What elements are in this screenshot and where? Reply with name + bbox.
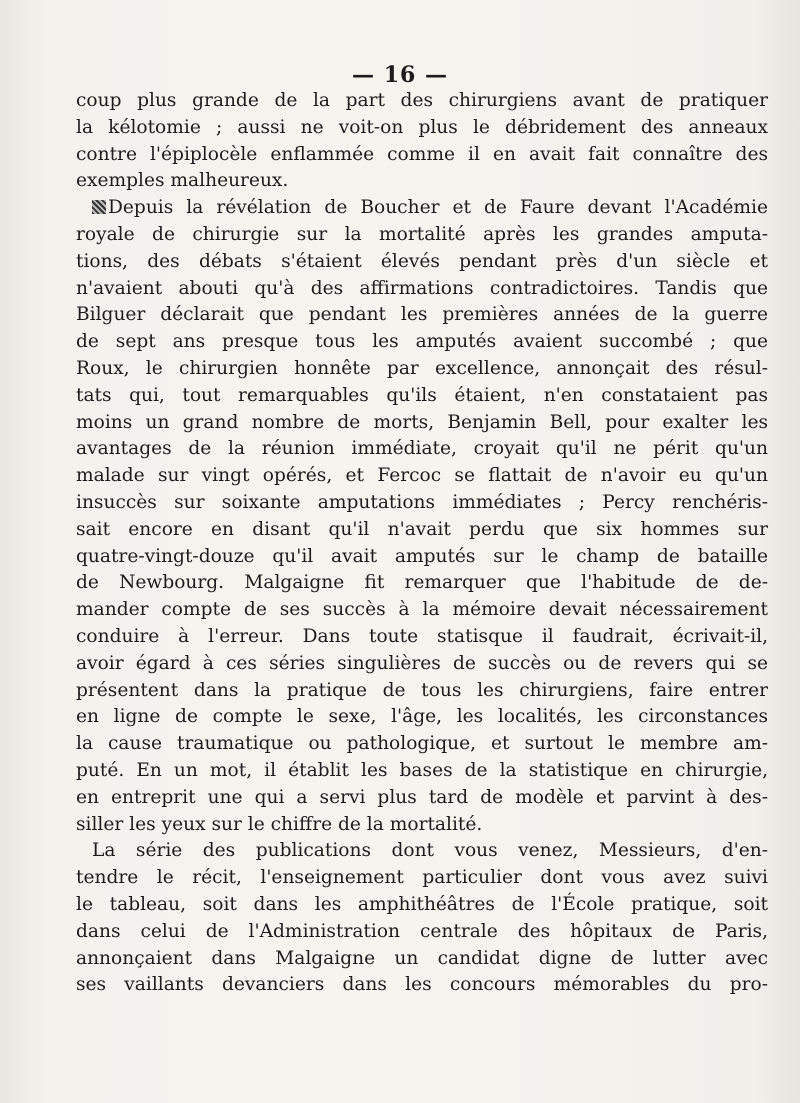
text-line: puté. En un mot, il établit les bases de la statistique en chirurgie, xyxy=(76,759,768,781)
text-line: présentent dans la pratique de tous les chirurgiens, faire entrer xyxy=(76,679,768,701)
text-line: mander compte de ses succès à la mémoire devait nécessairement xyxy=(76,599,768,621)
text-line: moins un grand nombre de morts, Benjamin Bell, pour exalter les xyxy=(76,411,768,433)
paragraph-1 xyxy=(76,88,768,195)
text-line: avantages de la réunion immédiate, croyait qu'il ne périt qu'un xyxy=(76,438,768,460)
text-line: sait encore en disant qu'il n'avait perdu que six hommes sur xyxy=(76,518,768,540)
text-line: la kélotomie ; aussi ne voit-on plus le débridement des anneaux xyxy=(76,116,768,138)
text-line: de Newbourg. Malgaigne fit remarquer que l'habitude de de- xyxy=(76,572,768,594)
text-line: quatre-vingt-douze qu'il avait amputés sur le champ de bataille xyxy=(76,545,768,567)
text-line: ses vaillants devanciers dans les concours mémorables du pro- xyxy=(76,974,768,996)
text-line: le tableau, soit dans les amphithéâtres de l'École pratique, soit xyxy=(76,893,768,915)
ornament-mark-icon xyxy=(92,200,106,214)
paragraph-2 xyxy=(76,195,768,838)
text-line: Roux, le chirurgien honnête par excellence, annonçait des résul- xyxy=(76,357,768,379)
text-line: en entreprit une qui a servi plus tard de modèle et parvint à des- xyxy=(76,786,768,808)
text-line: tions, des débats s'étaient élevés pendant près d'un siècle et xyxy=(76,250,768,272)
text-line xyxy=(76,195,768,222)
text-line-content: Depuis la révélation de Boucher et de Faure devant l'Académie xyxy=(108,197,768,219)
text-line: n'avaient abouti qu'à des affirmations contradictoires. Tandis que xyxy=(76,277,768,299)
text-line: La série des publications dont vous venez, Messieurs, d'en- xyxy=(92,840,768,862)
text-line: exemples malheureux. xyxy=(76,170,289,192)
text-line: insuccès sur soixante amputations immédiates ; Percy renchéris- xyxy=(76,491,768,513)
text-line: avoir égard à ces séries singulières de succès ou de revers qui se xyxy=(76,652,768,674)
text-line: de sept ans presque tous les amputés avaient succombé ; que xyxy=(76,331,768,353)
text-line: coup plus grande de la part des chirurgiens avant de pratiquer xyxy=(76,90,768,111)
text-line: tendre le récit, l'enseignement particulier dont vous avez suivi xyxy=(76,867,768,889)
text-line: dans celui de l'Administration centrale des hôpitaux de Paris, xyxy=(76,920,768,942)
text-line: siller les yeux sur le chiffre de la mortalité. xyxy=(76,813,483,835)
page-number: — 16 — xyxy=(352,62,448,88)
text-line: contre l'épiplocèle enflammée comme il en avait fait connaître des xyxy=(76,143,768,165)
paragraph-3 xyxy=(76,838,768,999)
text-line: Bilguer déclarait que pendant les premières années de la guerre xyxy=(76,304,768,326)
text-line: tats qui, tout remarquables qu'ils étaient, n'en constataient pas xyxy=(76,384,768,406)
text-line: en ligne de compte le sexe, l'âge, les localités, les circonstances xyxy=(76,706,768,728)
page-body xyxy=(76,88,768,999)
text-line: la cause traumatique ou pathologique, et surtout le membre am- xyxy=(76,733,768,755)
text-line: annonçaient dans Malgaigne un candidat digne de lutter avec xyxy=(76,947,768,969)
text-line: conduire à l'erreur. Dans toute statisque il faudrait, écrivait-il, xyxy=(76,625,768,647)
text-line: malade sur vingt opérés, et Fercoc se flattait de n'avoir eu qu'un xyxy=(76,465,768,487)
text-line: royale de chirurgie sur la mortalité après les grandes amputa- xyxy=(76,223,768,245)
